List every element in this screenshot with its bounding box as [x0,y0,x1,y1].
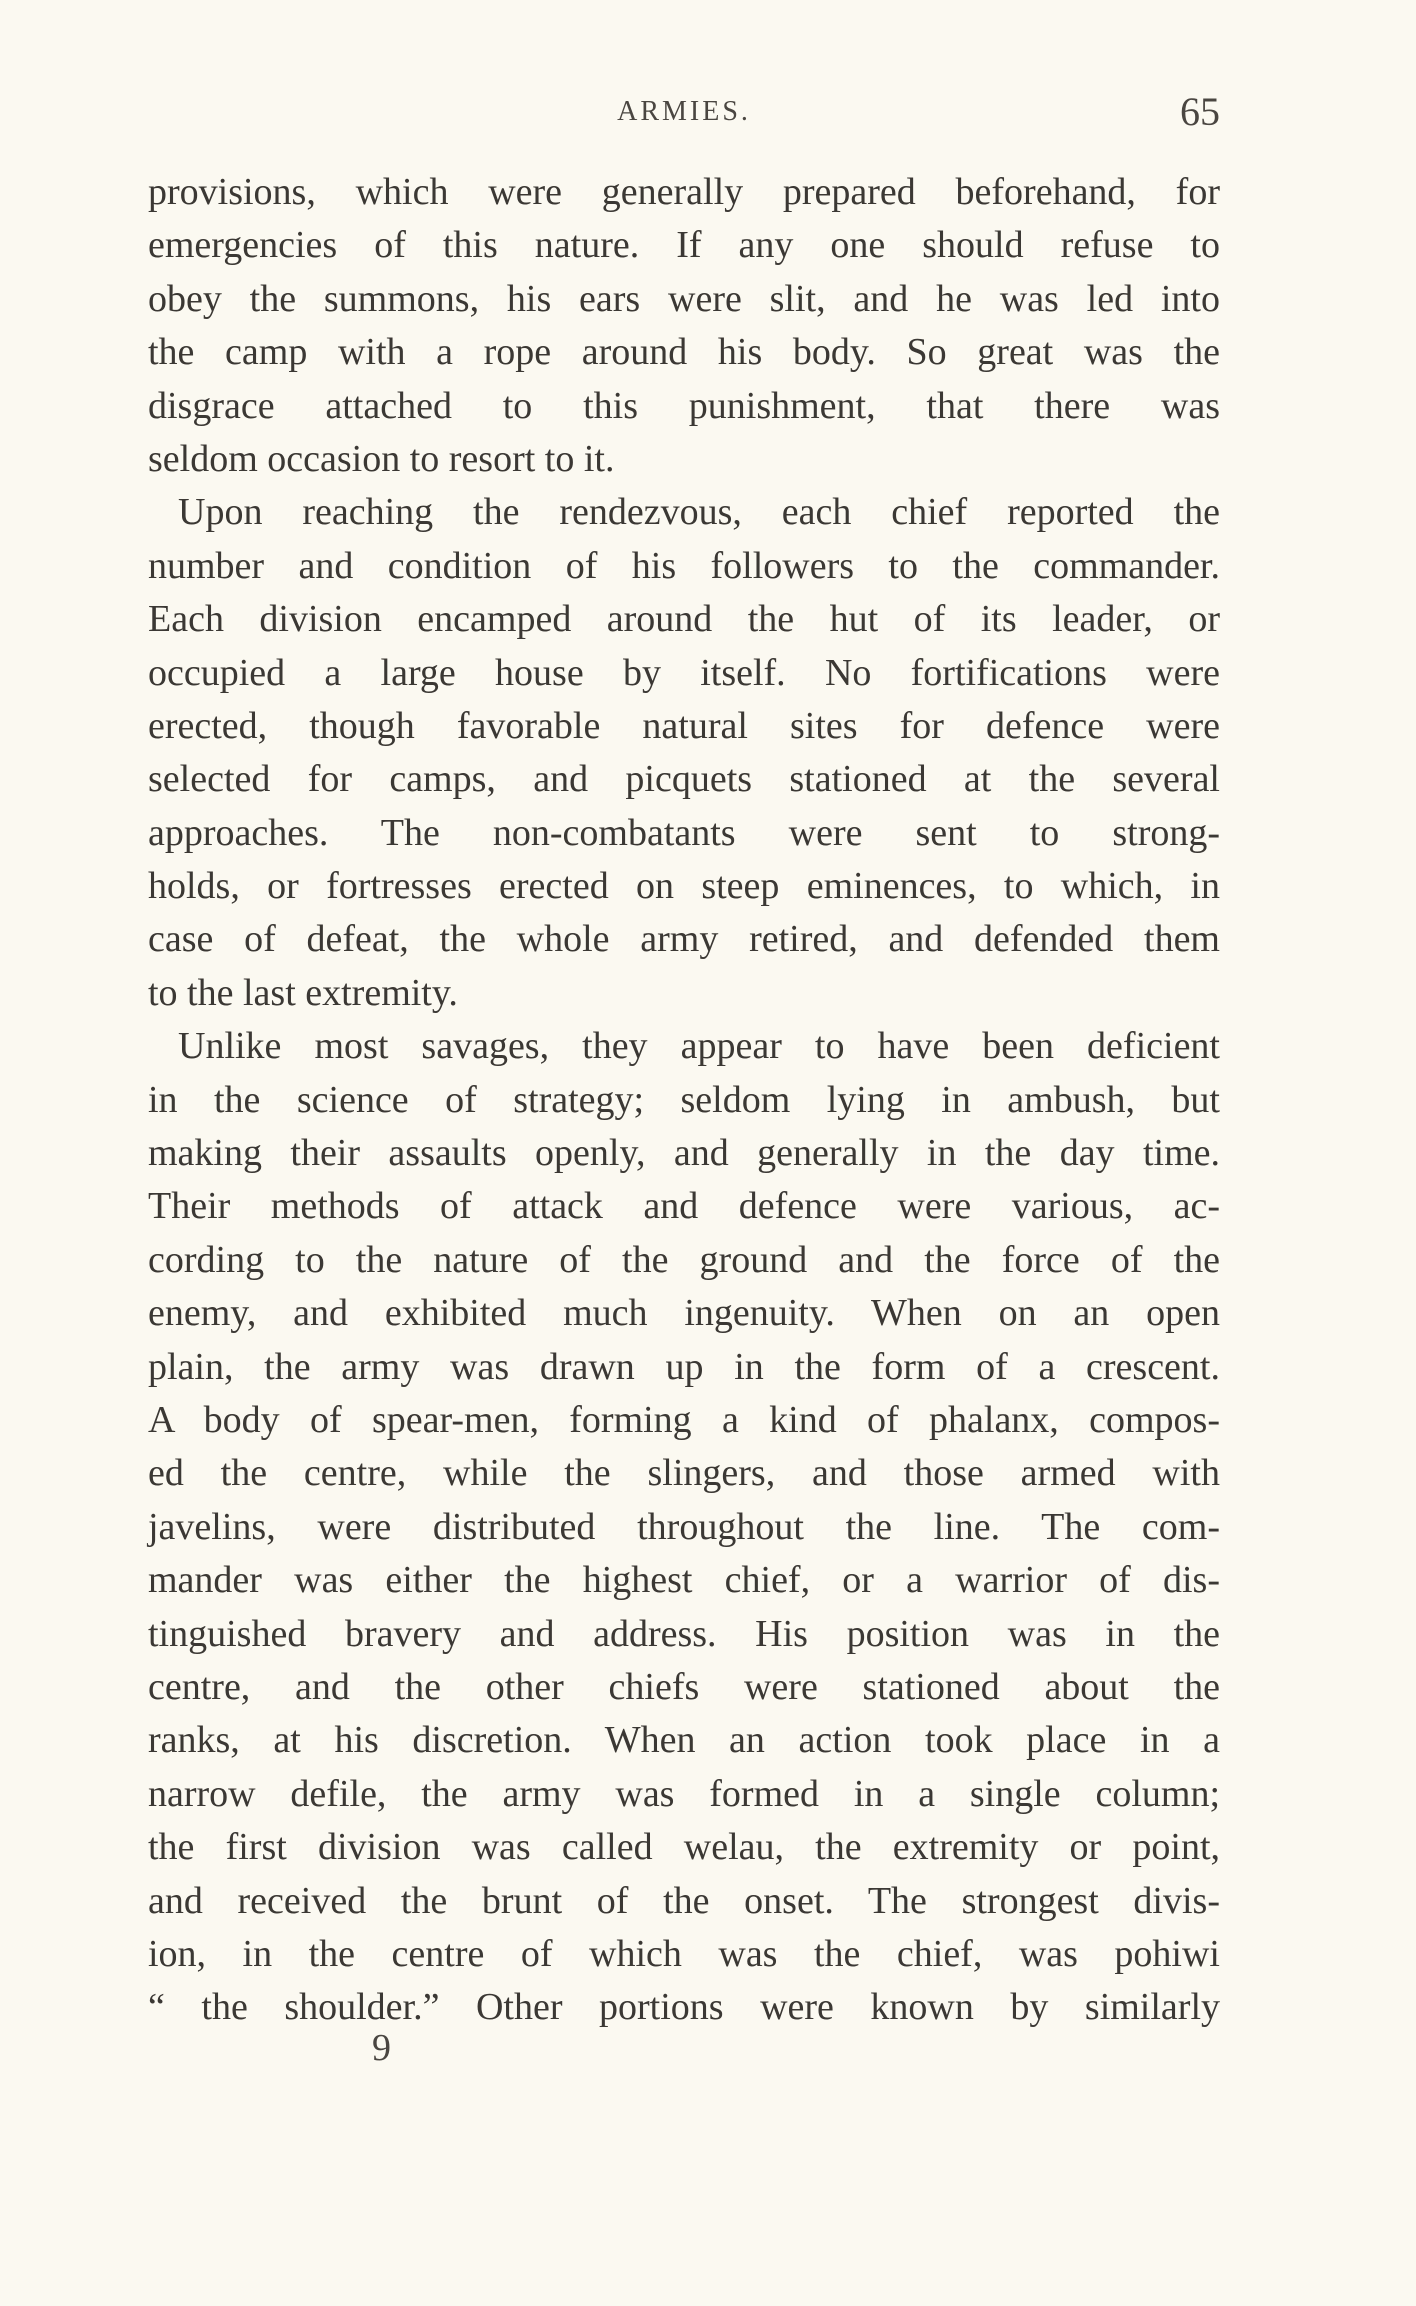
text-line: Each division encamped around the hut of its leader, or [148,598,1220,641]
text-line: javelins, were distributed throughout the line. The com- [148,1505,1220,1548]
text-line: seldom occasion to resort to it. [148,437,615,480]
text-line: holds, or fortresses erected on steep eminences, to which, in [148,865,1220,908]
text-line: disgrace attached to this punishment, that there was [148,384,1220,427]
text-line: provisions, which were generally prepared beforehand, for [148,171,1220,213]
paragraph [148,486,1220,1020]
text-line: enemy, and exhibited much ingenuity. When on an open [148,1292,1220,1335]
page-number: 65 [1180,89,1220,134]
text-line: ranks, at his discretion. When an action took place in a [148,1719,1220,1762]
text-line: plain, the army was drawn up in the form of a crescent. [148,1345,1220,1388]
paragraph [148,166,1220,486]
text-line: mander was either the highest chief, or a warrior of dis- [148,1559,1220,1602]
text-line: in the science of strategy; seldom lying in ambush, but [148,1078,1220,1121]
text-line: to the last extremity. [148,971,458,1014]
text-line: “ the shoulder.” Other portions were known by similarly [148,1986,1220,2029]
text-line: narrow defile, the army was formed in a single column; [148,1772,1220,1815]
text-line: the camp with a rope around his body. So great was the [148,331,1220,374]
text-line: making their assaults openly, and generally in the day time. [148,1132,1220,1175]
text-line: occupied a large house by itself. No fortifications were [148,651,1220,694]
text-line: number and condition of his followers to the commander. [148,544,1220,587]
text-line: case of defeat, the whole army retired, and defended them [148,918,1220,961]
text-line: and received the brunt of the onset. The strongest divis- [148,1879,1220,1922]
running-title: ARMIES. [617,96,751,127]
text-line: the first division was called welau, the extremity or point, [148,1826,1220,1869]
running-head [148,88,1220,148]
text-line: erected, though favorable natural sites for defence were [148,704,1220,747]
signature-mark: 9 [372,2027,391,2069]
text-line: ion, in the centre of which was the chief, was pohiwi [148,1932,1220,1975]
paragraph [148,1020,1220,2034]
text-line: centre, and the other chiefs were stationed about the [148,1665,1220,1708]
text-line: ed the centre, while the slingers, and those armed with [148,1452,1220,1495]
text-line: Unlike most savages, they appear to have been deficient [178,1025,1220,1068]
text-line: A body of spear-men, forming a kind of phalanx, compos- [148,1398,1220,1441]
body-text [148,166,1220,2035]
text-line: tinguished bravery and address. His position was in the [148,1612,1220,1655]
text-line: emergencies of this nature. If any one should refuse to [148,224,1220,267]
text-line: approaches. The non-combatants were sent to strong- [148,811,1220,854]
text-line: selected for camps, and picquets stationed at the several [148,758,1220,801]
text-line: Their methods of attack and defence were various, ac- [148,1185,1220,1228]
text-line: Upon reaching the rendezvous, each chief reported the [178,491,1220,534]
text-line: obey the summons, his ears were slit, and he was led into [148,277,1220,320]
text-line: cording to the nature of the ground and the force of the [148,1238,1220,1281]
